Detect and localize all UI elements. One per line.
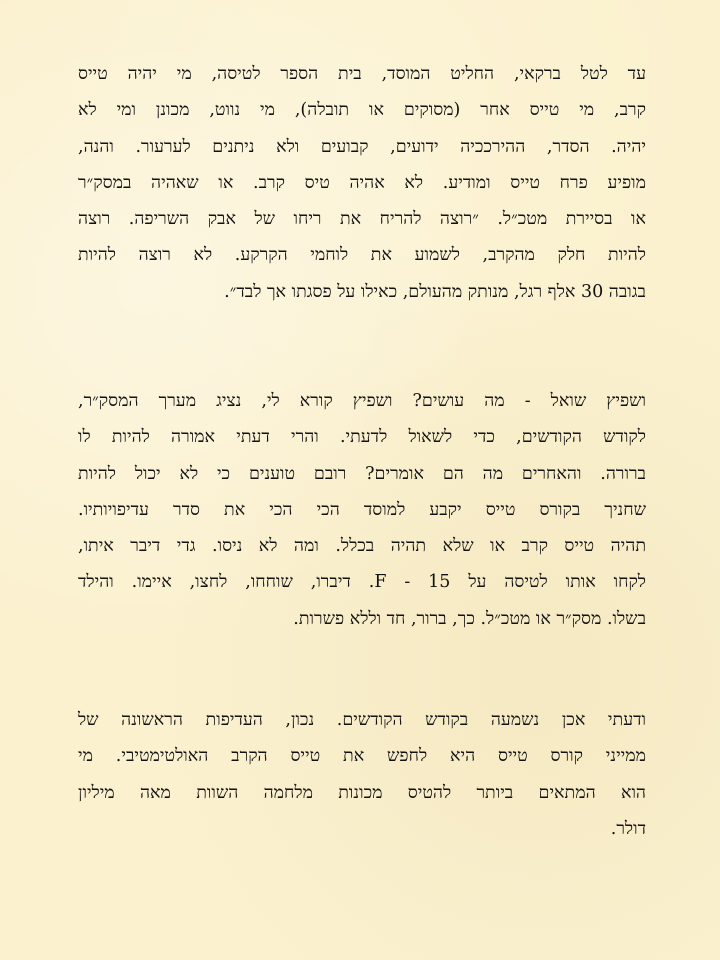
text-line: תהיה טייס קרב או שלא תהיה בכלל. ומה לא ניסו. גדי דיבר איתו, — [78, 536, 646, 557]
text-line: קרב, מי טייס אחר (מסוקים או תובלה), מי נווט, מכונן ומי לא — [78, 100, 646, 121]
text-line: בשלו. מסק״ר או מטכ״ל. כך, ברור, חד וללא פשרות. — [293, 608, 646, 629]
text-line: לקחו אותו לטיסה על 15 - F. דיברו, שוחחו, לחצו, איימו. והילד — [78, 572, 646, 593]
text-line: שחניך בקורס טייס יקבע למוסד הכי הכי את סדר עדיפויותיו. — [78, 499, 646, 520]
text-line: ברורה. והאחרים מה הם אומרים? רובם טוענים כי לא יכול להיות — [78, 463, 646, 484]
text-line: יהיה. הסדר, ההירככיה ידועים, קבועים ולא ניתנים לערעור. והנה, — [78, 136, 646, 157]
text-line: הוא המתאים ביותר להטיס מכונות מלחמה השוות מאה מיליון — [78, 782, 646, 803]
text-line: דולר. — [610, 818, 646, 839]
paragraph-1 — [78, 56, 646, 310]
text-line: ממייני קורס טייס היא לחפש את טייס הקרב האולטימטיבי. מי — [78, 746, 646, 767]
text-line: לקודש הקודשים, כדי לשאול לדעתי. והרי דעתי אמורה להיות לו — [78, 427, 646, 448]
paragraph-2 — [78, 383, 646, 637]
text-line: עד לטל ברקאי, החליט המוסד, בית הספר לטיסה, מי יהיה טייס — [78, 64, 646, 84]
text-line: מופיע פרח טייס ומודיע. לא אהיה טיס קרב. או שאהיה במסק״ר — [78, 172, 646, 193]
text-line: או בסיירת מטכ״ל. ״רוצה להריח את ריחו של אבק השריפה. רוצה — [78, 209, 646, 230]
paragraph-3 — [78, 702, 646, 847]
text-line: להיות חלק מהקרב, לשמוע את לוחמי הקרקע. לא רוצה להיות — [78, 245, 646, 266]
text-line: ודעתי אכן נשמעה בקודש הקודשים. נכון, העדיפות הראשונה של — [78, 710, 646, 730]
text-line: בגובה 30 אלף רגל, מנותק מהעולם, כאילו על פסגתו אך לבד״. — [224, 281, 646, 302]
text-line: ושפיץ שואל - מה עושים? ושפיץ קורא לי, נציג מערך המסק״ר, — [78, 391, 646, 411]
